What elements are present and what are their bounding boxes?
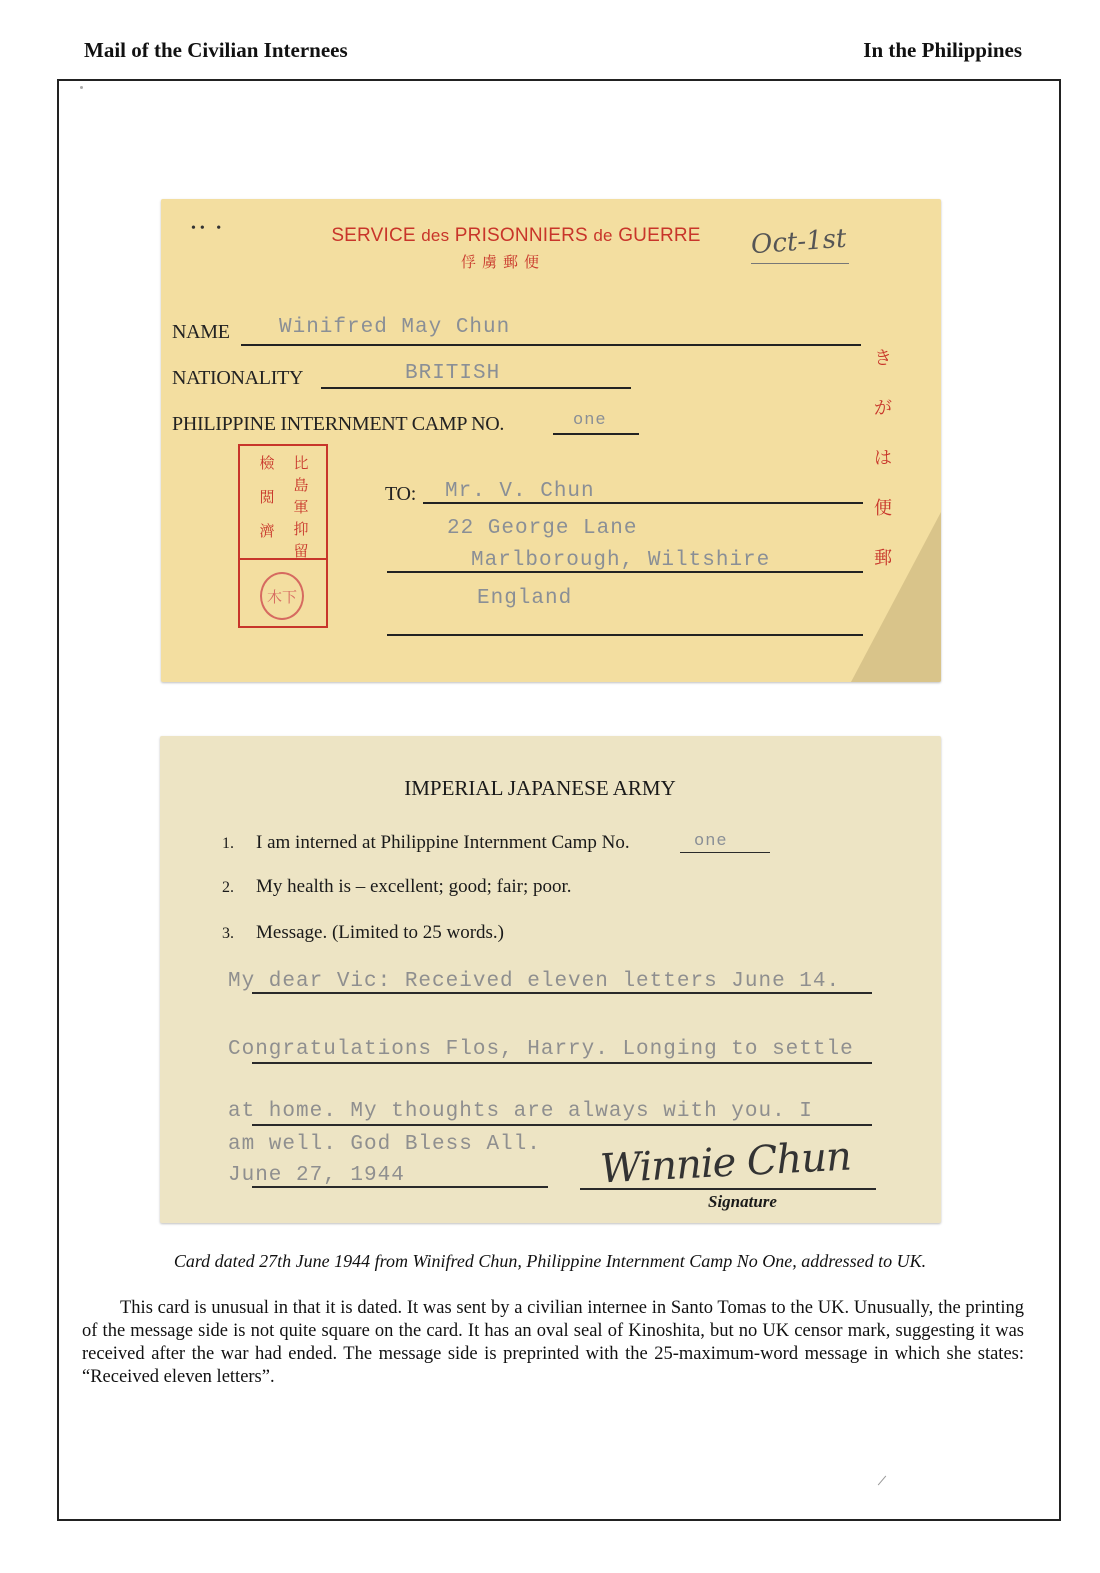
address-line-3 <box>387 634 863 636</box>
item-3: 3. Message. (Limited to 25 words.) <box>222 922 505 943</box>
kinoshita-seal: 木下 <box>260 572 304 620</box>
date-rule <box>252 1186 548 1188</box>
camp-line <box>553 433 639 435</box>
item-1-line <box>680 852 770 853</box>
name-line <box>241 344 861 346</box>
item-1-value: one <box>694 832 728 851</box>
card-front-title: SERVICE des PRISONNIERS de GUERRE <box>331 225 701 246</box>
item-2: 2. My health is – excellent; good; fair; poor. <box>222 876 572 897</box>
signature-rule <box>580 1188 876 1190</box>
censor-stamp <box>238 444 328 628</box>
nationality-label: NATIONALITY <box>172 367 304 389</box>
pencil-underline <box>751 263 849 264</box>
card-corner-shadow <box>851 512 941 682</box>
stamp-column-left: 檢 閲 濟 <box>259 454 275 540</box>
signature: Winnie Chun <box>598 1133 852 1193</box>
address-recipient: Mr. V. Chun <box>445 480 595 503</box>
description-paragraph: This card is unusual in that it is dated. It was sent by a civilian internee in Santo Tomas to the UK. Unusually, the printing of the message side is not quite square on the card. It has an oval seal of Kinoshita, but no UK censor mark, suggesting it was received after the war had ended. The message side is preprinted with the 25-maximum-word message in which she states: “Received eleven letters”. <box>82 1298 1024 1387</box>
speck <box>80 86 83 89</box>
name-value: Winifred May Chun <box>279 316 511 339</box>
address-town: Marlborough, Wiltshire <box>471 549 771 572</box>
message-line-1: My dear Vic: Received eleven letters June 14. <box>228 970 841 993</box>
message-date: June 27, 1944 <box>228 1164 405 1187</box>
card-front-subtitle: 俘虜郵便 <box>461 253 546 271</box>
message-line-2: Congratulations Flos, Harry. Longing to settle <box>228 1038 854 1061</box>
nationality-value: BRITISH <box>405 362 501 385</box>
to-label: TO: <box>385 483 416 505</box>
message-rule-3 <box>252 1124 872 1126</box>
message-line-3: at home. My thoughts are always with you. I <box>228 1100 813 1123</box>
ink-specks: •• • <box>191 221 226 236</box>
item-1: 1. I am interned at Philippine Internment Camp No. <box>222 832 630 853</box>
card-front <box>161 199 941 682</box>
message-rule-2 <box>252 1062 872 1064</box>
stamp-divider <box>240 558 326 560</box>
camp-value: one <box>573 411 607 430</box>
pencil-note: Oct-1st <box>750 223 848 261</box>
card-back <box>160 736 941 1223</box>
vertical-japanese-text: き が は 便 郵 <box>874 348 892 569</box>
signature-label: Signature <box>708 1192 777 1211</box>
stamp-column-right: 比 島 軍 抑 留 <box>293 454 309 560</box>
message-line-4: am well. God Bless All. <box>228 1133 541 1156</box>
page-header-left: Mail of the Civilian Internees <box>84 38 348 62</box>
page-header-right: In the Philippines <box>863 38 1022 62</box>
message-rule-1 <box>252 992 872 994</box>
name-label: NAME <box>172 321 230 343</box>
address-street: 22 George Lane <box>447 517 638 540</box>
figure-caption: Card dated 27th June 1944 from Winifred Chun, Philippine Internment Camp No One, addressed to UK. <box>173 1251 927 1271</box>
camp-label: PHILIPPINE INTERNMENT CAMP NO. <box>172 413 505 435</box>
nationality-line <box>321 387 631 389</box>
address-country: England <box>477 587 573 610</box>
card-back-title: IMPERIAL JAPANESE ARMY <box>404 776 676 800</box>
